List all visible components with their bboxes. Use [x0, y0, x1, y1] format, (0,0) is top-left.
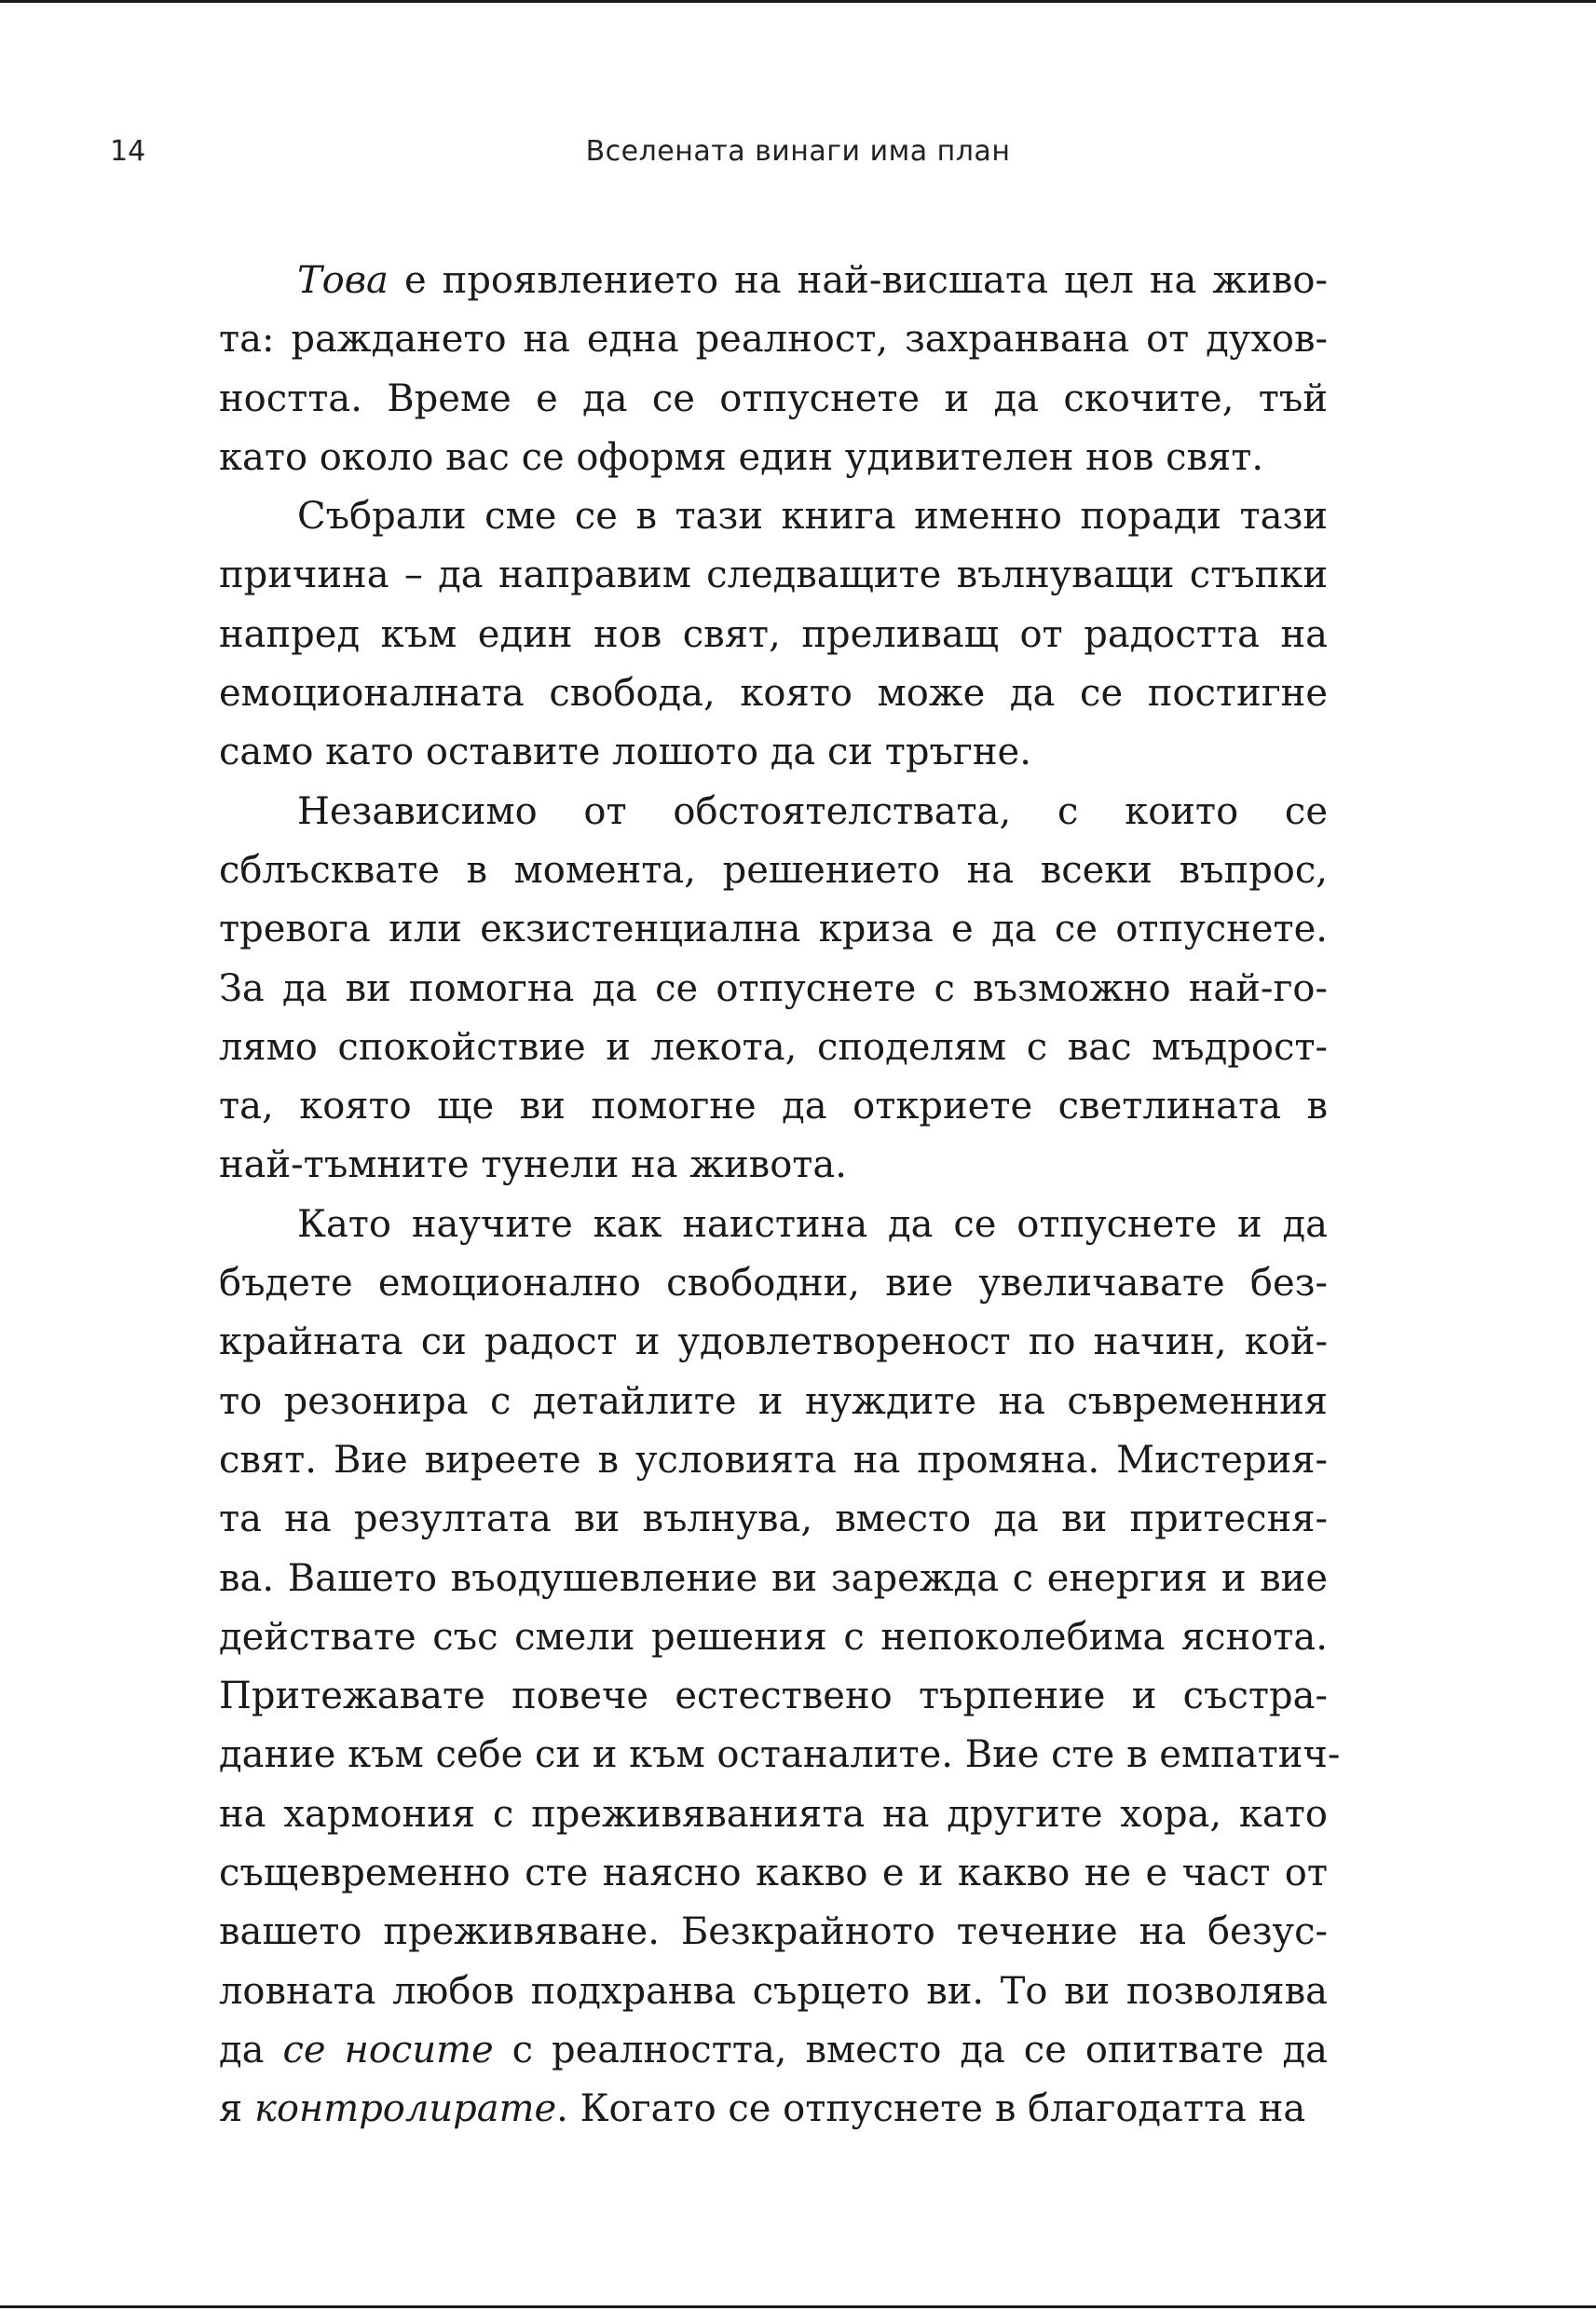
text-line: [219, 1196, 1328, 1254]
line-text: вашето преживяване. Безкрайното течение на безус-: [219, 1910, 1328, 1954]
line-text: дание към себе си и към останалите. Вие сте в емпатич-: [219, 1733, 1341, 1777]
line-text: е проявлението на най-висшата цел на живо-: [388, 259, 1328, 302]
line-text: с реалността, вместо да се опитвате да: [493, 2028, 1328, 2072]
line-text: причина – да направим следващите вълнуващи стъпки: [219, 554, 1328, 597]
line-text: бъдете емоционално свободни, вие увеличавате без-: [219, 1262, 1328, 1306]
text-line: [219, 606, 1328, 664]
line-text: . Когато се отпуснете в благодатта на: [556, 2087, 1306, 2131]
line-text: ловната любов подхранва сърцето ви. То ви позволява: [219, 1969, 1328, 2013]
line-text: я: [219, 2087, 254, 2131]
line-text: същевременно сте наясно какво е и какво не е част от: [219, 1852, 1328, 1895]
line-text: та, която ще ви помогне да откриете светлината в: [219, 1085, 1328, 1128]
text-line: [219, 1550, 1328, 1608]
line-text: на хармония с преживяванията на другите хора, като: [219, 1792, 1328, 1836]
text-line: [219, 2080, 1328, 2139]
emphasized-text: контролирате: [253, 2087, 557, 2131]
line-text: ва. Вашето въодушевление ви зарежда с енергия и вие: [219, 1556, 1328, 1600]
text-line: [219, 310, 1328, 369]
text-line: [219, 900, 1328, 959]
line-text: сблъсквате в момента, решението на всеки въпрос,: [219, 848, 1328, 892]
line-text: та: раждането на една реалност, захранвана от духов-: [219, 318, 1328, 362]
line-text: като около вас се оформя един удивителен нов свят.: [219, 435, 1264, 479]
text-line: [219, 1077, 1328, 1136]
bottom-rule: [0, 2305, 1596, 2308]
line-text: свят. Вие виреете в условията на промяна. Мистерия-: [219, 1438, 1328, 1482]
text-line: [219, 1844, 1328, 1903]
line-text: тревога или екзистенциална криза е да се отпуснете.: [219, 908, 1328, 951]
line-text: емоционалната свобода, която може да се постигне: [219, 672, 1328, 716]
text-line: [219, 2021, 1328, 2080]
line-text: Събрали сме се в тази книга именно поради тази: [297, 495, 1328, 539]
body-text: [219, 252, 1341, 2140]
text-line: [219, 1019, 1328, 1077]
text-line: [219, 487, 1328, 546]
line-text: да: [219, 2028, 283, 2072]
emphasized-text: се носите: [282, 2028, 494, 2072]
line-text: та на резултата ви вълнува, вместо да ви притесня-: [219, 1497, 1328, 1541]
line-text: крайната си радост и удовлетвореност по начин, кой-: [219, 1320, 1328, 1364]
page-number: 14: [110, 135, 146, 168]
line-text: действате със смели решения с непоколебима яснота.: [219, 1615, 1328, 1659]
text-line: [219, 1608, 1328, 1667]
text-line: [219, 1254, 1328, 1313]
text-line: [219, 960, 1328, 1019]
line-text: Независимо от обстоятелствата, с които се: [297, 789, 1328, 833]
text-line: [219, 1136, 1328, 1195]
line-text: напред към един нов свят, преливащ от радостта на: [219, 612, 1328, 656]
text-line: [219, 1962, 1328, 2021]
text-line: [219, 1373, 1328, 1431]
text-line: [219, 1785, 1328, 1844]
text-line: [219, 1313, 1328, 1372]
paragraph: [219, 1196, 1341, 2140]
line-text: Като научите как наистина да се отпуснете и да: [297, 1202, 1328, 1246]
line-text: то резонира с детайлите и нуждите на съвременния: [219, 1379, 1328, 1423]
paragraph: [219, 487, 1328, 782]
text-line: [219, 1903, 1328, 1962]
line-text: само като оставите лошото да си тръгне.: [219, 731, 1031, 774]
text-line: [219, 546, 1328, 605]
emphasized-text: Това: [297, 259, 389, 302]
text-line: [219, 783, 1328, 841]
text-line: [219, 1431, 1328, 1490]
text-line: [219, 429, 1328, 487]
paragraph: [219, 783, 1328, 1196]
text-line: [219, 841, 1328, 900]
text-line: [219, 1490, 1328, 1549]
text-line: [219, 252, 1328, 310]
running-title: Вселената винаги има план: [585, 135, 1011, 168]
paragraph: [219, 252, 1328, 487]
text-line: [219, 664, 1328, 723]
line-text: За да ви помогна да се отпуснете с възможно най-го-: [219, 966, 1328, 1010]
line-text: Притежавате повече естествено търпение и състра-: [219, 1675, 1328, 1718]
text-line: [219, 370, 1328, 429]
line-text: лямо спокойствие и лекота, споделям с вас мъдрост-: [219, 1025, 1328, 1069]
line-text: най-тъмните тунели на живота.: [219, 1143, 847, 1187]
text-line: [219, 1726, 1341, 1785]
top-rule: [0, 0, 1596, 3]
text-line: [219, 1667, 1328, 1726]
text-line: [219, 723, 1328, 782]
line-text: ността. Време е да се отпуснете и да скочите, тъй: [219, 376, 1328, 420]
